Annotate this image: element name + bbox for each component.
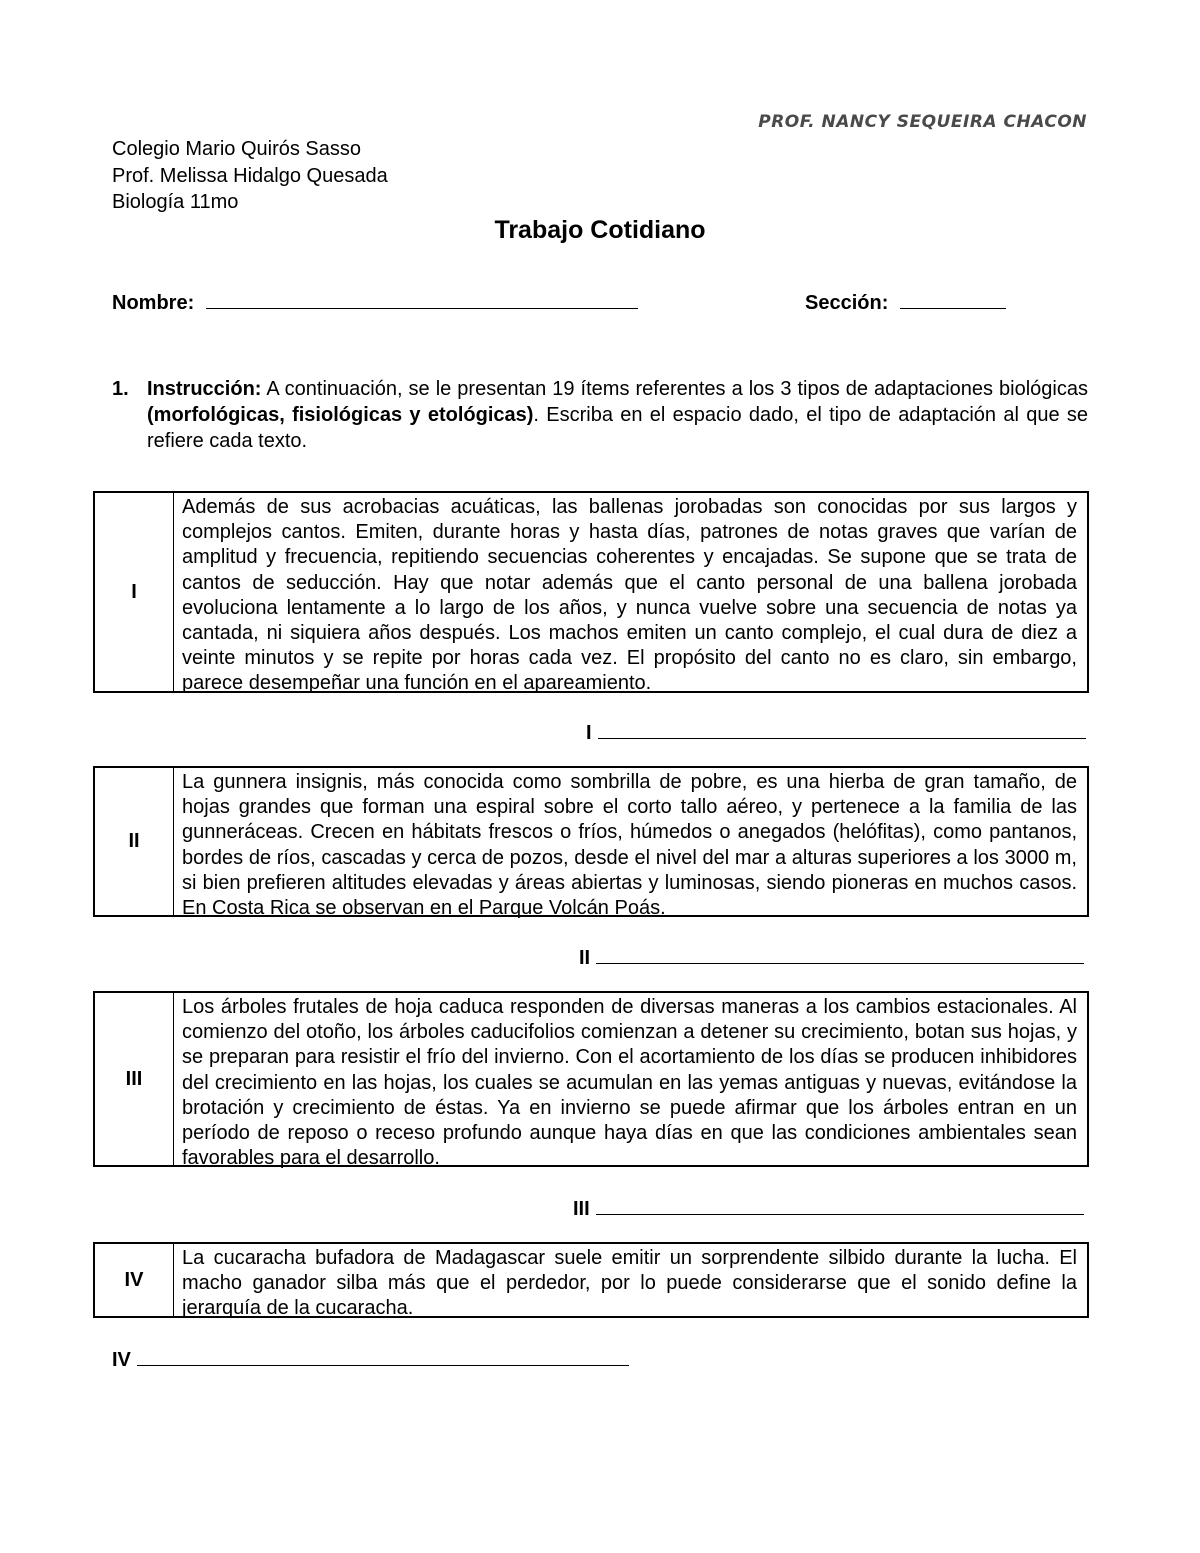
answer-label: II <box>579 947 591 969</box>
answer-line-4[interactable] <box>112 1347 629 1372</box>
section-blank[interactable] <box>900 290 1006 309</box>
author-mark: PROF. NANCY SEQUEIRA CHACON <box>758 112 1087 132</box>
item-text: Los árboles frutales de hoja caduca responden de diversas maneras a los cambios estacionales. Al comienzo del otoño, los árboles caducifolios comienzan a detener su crecimiento, botan sus hojas, y se preparan para resistir el frío del invierno. Con el acortamiento de los días se producen inhibidores del crecimiento en las hojas, los cuales se acumulan en las yemas antiguas y nuevas, evitándose la brotación y crecimiento de éstas. Ya en invierno se puede afirmar que los árboles entran en un período de reposo o receso profundo aunque haya días en que las condiciones ambientales sean favorables para el desarrollo. <box>182 996 1077 1170</box>
name-label: Nombre: <box>112 292 195 314</box>
answer-blank[interactable] <box>596 1196 1084 1215</box>
section-label: Sección: <box>805 292 889 314</box>
course-name: Biología 11mo <box>112 191 239 213</box>
name-blank[interactable] <box>206 290 638 309</box>
item-label: I <box>95 493 174 691</box>
item-box-4 <box>93 1242 1089 1318</box>
page-title: Trabajo Cotidiano <box>494 216 706 244</box>
item-box-1 <box>93 491 1089 693</box>
item-box-3 <box>93 991 1089 1170</box>
item-text: La gunnera insignis, más conocida como sombrilla de pobre, es una hierba de gran tamaño, de hojas grandes que forman una espiral sobre el corto tallo aéreo, y pertenece a la familia de las gunneráceas. Crecen en hábitats frescos o fríos, húmedos o anegados (helófitas), como pantanos, bordes de ríos, cascadas y cerca de pozos, desde el nivel del mar a alturas superiores a los 3000 m, si bien prefieren altitudes elevadas y áreas abiertas y luminosas, siendo pioneras en muchos casos. En Costa Rica se observan en el Parque Volcán Poás. <box>182 771 1077 920</box>
document-header <box>112 136 388 216</box>
instruction-text-after: . Escriba en el espacio dado, el tipo de adaptación al que se refiere cada texto. <box>147 404 1088 452</box>
teacher-name: Prof. Melissa Hidalgo Quesada <box>112 164 388 187</box>
instruction-label: Instrucción: <box>147 378 262 400</box>
instruction-types: (morfológicas, fisiológicas y etológicas) <box>147 404 534 426</box>
answer-blank[interactable] <box>598 720 1086 739</box>
instruction-number: 1. <box>112 378 129 400</box>
item-label: II <box>95 768 174 915</box>
answer-line-3[interactable] <box>573 1196 1084 1221</box>
instruction <box>112 376 1088 454</box>
name-field[interactable] <box>112 290 638 315</box>
answer-line-2[interactable] <box>579 945 1084 970</box>
item-label: III <box>95 993 174 1165</box>
instruction-text-before: A continuación, se le presentan 19 ítems referentes a los 3 tipos de adaptaciones biológicas <box>261 378 1088 400</box>
item-box-2 <box>93 766 1089 920</box>
answer-line-1[interactable] <box>586 720 1086 745</box>
item-label: IV <box>95 1244 174 1316</box>
answer-label: III <box>573 1198 590 1220</box>
section-field[interactable] <box>805 290 1006 315</box>
item-text: La cucaracha bufadora de Madagascar suele emitir un sorprendente silbido durante la lucha. El macho ganador silba más que el perdedor, por lo puede considerarse que el sonido define la jerarquía de la cucaracha. <box>182 1247 1077 1320</box>
answer-label: I <box>586 722 592 744</box>
answer-blank[interactable] <box>596 945 1084 964</box>
answer-blank[interactable] <box>137 1347 629 1366</box>
school-name: Colegio Mario Quirós Sasso <box>112 138 361 160</box>
item-text: Además de sus acrobacias acuáticas, las ballenas jorobadas son conocidas por sus largos y complejos cantos. Emiten, durante horas y hasta días, patrones de notas graves que varían de amplitud y frecuencia, repitiendo secuencias coherentes y encajadas. Se supone que se trata de cantos de seducción. Hay que notar además que el canto personal de una ballena jorobada evoluciona lentamente a lo largo de los años, y nunca vuelve sobre una secuencia de notas ya cantada, ni siquiera años después. Los machos emiten un canto complejo, el cual dura de diez a veinte minutos y se repite por horas cada vez. El propósito del canto no es claro, sin embargo, parece desempeñar una función en el apareamiento. <box>182 496 1077 695</box>
instruction-body <box>147 376 1088 454</box>
answer-label: IV <box>112 1349 131 1371</box>
